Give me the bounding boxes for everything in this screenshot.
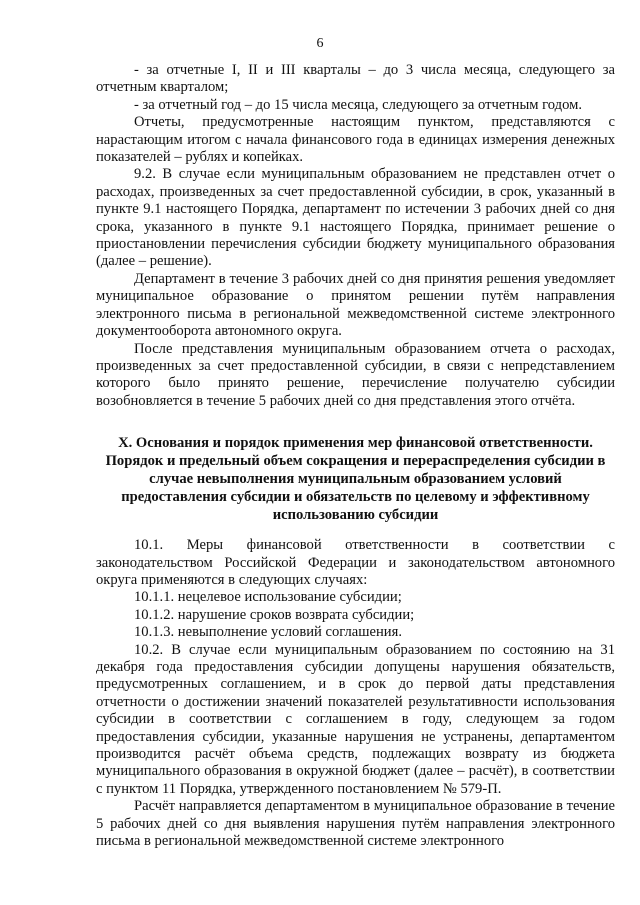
paragraph: 10.2. В случае если муниципальным образованием по состоянию на 31 декабря года предоставления субсидии допущены нарушения обязательств, предусмотренных соглашением, и в срок до первой даты представления отчетности о достижении значений показателей результативности использования субсидии в соответствии с соглашением в году, следующем за годом предоставления субсидии, указанные нарушения не устранены, департаментом производится расчёт объема средств, подлежащих возврату из бюджета муниципального образования в окружной бюджет (далее – расчёт), в соответствии с пунктом 11 Порядка, утвержденного постановлением № 579-П. bbox=[96, 641, 615, 797]
paragraph: Департамент в течение 3 рабочих дней со дня принятия решения уведомляет муниципальное образование о принятом решении путём направления электронного письма в региональной межведомственной системе электронного документооборота автономного округа. bbox=[96, 270, 615, 340]
list-item: 10.1.1. нецелевое использование субсидии; bbox=[134, 589, 402, 606]
paragraph: 10.1. Меры финансовой ответственности в соответствии с законодательством Российской Федерации и законодательством автономного округа применяются в следующих случаях: bbox=[96, 537, 615, 588]
paragraph: 9.2. В случае если муниципальным образованием не представлен отчет о расходах, произведенных за счет предоставленной субсидии, в срок, указанный в пункте 9.1 настоящего Порядка, департамент по истечении 3 рабочих дней со дня срока, указанного в пункте 9.1 настоящего Порядка, принимает решение о приостановлении перечисления субсидии бюджету муниципального образования (далее – решение). bbox=[96, 166, 615, 270]
paragraph: - за отчетный год – до 15 числа месяца, следующего за отчетным годом. bbox=[134, 96, 583, 113]
heading-line: X. Основания и порядок применения мер финансовой ответственности. bbox=[118, 435, 593, 452]
heading-line: использованию субсидии bbox=[272, 507, 439, 524]
paragraph: - за отчетные I, II и III кварталы – до 3 числа месяца, следующего за отчетным кварталом; bbox=[96, 62, 615, 96]
list-item: 10.1.3. невыполнение условий соглашения. bbox=[134, 624, 402, 641]
document-body bbox=[96, 62, 615, 850]
paragraph: После представления муниципальным образованием отчета о расходах, произведенных за счет предоставленной субсидии, в связи с непредставлением которого было принято решение, перечисление получателю субсидии возобновляется в течение 5 рабочих дней со дня представления этого отчёта. bbox=[96, 340, 615, 409]
list-item: 10.1.2. нарушение сроков возврата субсидии; bbox=[134, 606, 415, 623]
paragraph: Расчёт направляется департаментом в муниципальное образование в течение 5 рабочих дней со дня выявления нарушения путём направления электронного письма в региональной межведомственной системе электронного bbox=[96, 798, 615, 850]
heading-line: Порядок и предельный объем сокращения и перераспределения субсидии в bbox=[105, 453, 606, 470]
page-number: 6 bbox=[316, 36, 324, 51]
paragraph: Отчеты, предусмотренные настоящим пунктом, представляются с нарастающим итогом с начала финансового года в единицах измерения денежных показателей – рублях и копейках. bbox=[96, 114, 615, 166]
section-heading bbox=[96, 434, 615, 524]
heading-line: предоставления субсидии и обязательств по целевому и эффективному bbox=[121, 489, 590, 506]
heading-line: случае невыполнения муниципальным образованием условий bbox=[149, 471, 562, 488]
